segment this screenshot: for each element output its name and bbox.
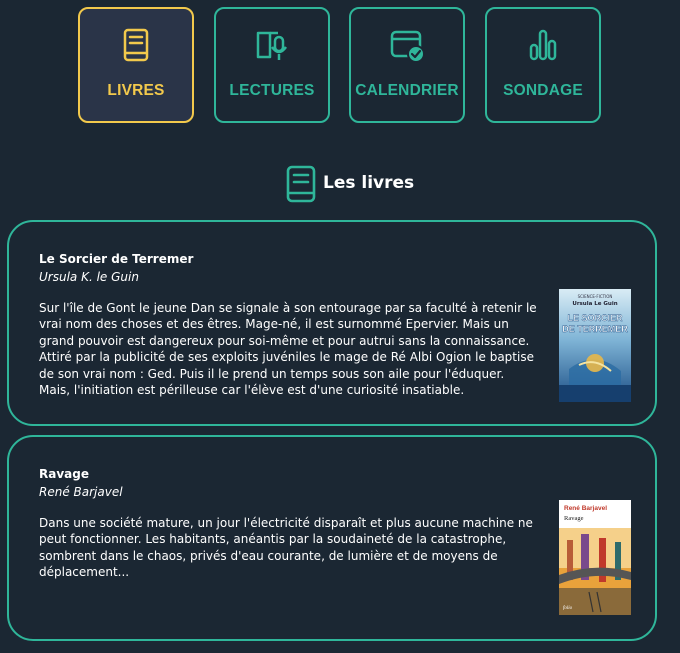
tab-label: LIVRES <box>107 82 165 99</box>
tab-livres[interactable] <box>78 7 194 123</box>
bar-chart-icon <box>525 27 561 63</box>
book-description: Sur l'île de Gont le jeune Dan se signale à son entourage par sa faculté à retenir le vrai nom des choses et des êtres. Mage-né, il est surnommé Epervier. Mais un grand pouvoir est dangereux pour soi-même et pour autrui sans la connaissance. Attiré par la publicité de ses exploits juvéniles le mage de Ré Albi Ogion le baptise de son vrai nom : Ged. Puis il le prend un temps sous son aile pour l'éduquer. Mais, l'initiation est périlleuse car l'élève est d'une curiosité insatiable. <box>39 301 537 398</box>
svg-text:SCIENCE-FICTION: SCIENCE-FICTION <box>577 294 613 299</box>
page-title: Les livres <box>323 173 415 193</box>
cover-publisher: folio <box>563 606 573 611</box>
book-description: Dans une société mature, un jour l'électricité disparaît et plus aucune machine ne peut fonctionner. Les habitants, anéantis par la soudaineté de la catastrophe, sombrent dans le chaos, privés d'eau courante, de lumière et de moyens de déplacement... <box>39 516 533 580</box>
book-cover <box>559 289 631 402</box>
book-cover <box>559 500 631 615</box>
book-author: René Barjavel <box>39 485 123 499</box>
cover-title-2: DE TERREMER <box>562 324 628 334</box>
calendar-check-icon <box>389 27 425 63</box>
tab-calendrier[interactable] <box>349 7 465 123</box>
tab-label: SONDAGE <box>503 82 583 99</box>
cover-title: Ravage <box>564 515 584 522</box>
book-author: Ursula K. le Guin <box>39 270 139 284</box>
tab-lectures[interactable] <box>214 7 330 123</box>
tab-label: LECTURES <box>229 82 315 99</box>
book-microphone-icon <box>254 27 290 63</box>
book-card[interactable] <box>7 220 657 426</box>
tab-sondage[interactable] <box>485 7 601 123</box>
cover-title-1: LE SORCIER <box>567 313 623 323</box>
section-heading <box>0 165 680 205</box>
cover-author: Ursula Le Guin <box>572 301 618 307</box>
tab-bar <box>0 0 680 140</box>
book-icon <box>285 165 317 203</box>
cover-author: René Barjavel <box>564 505 607 512</box>
book-title: Le Sorcier de Terremer <box>39 252 194 266</box>
book-title: Ravage <box>39 467 89 481</box>
tab-label: CALENDRIER <box>355 82 459 99</box>
book-icon <box>118 27 154 63</box>
book-card[interactable] <box>7 435 657 641</box>
